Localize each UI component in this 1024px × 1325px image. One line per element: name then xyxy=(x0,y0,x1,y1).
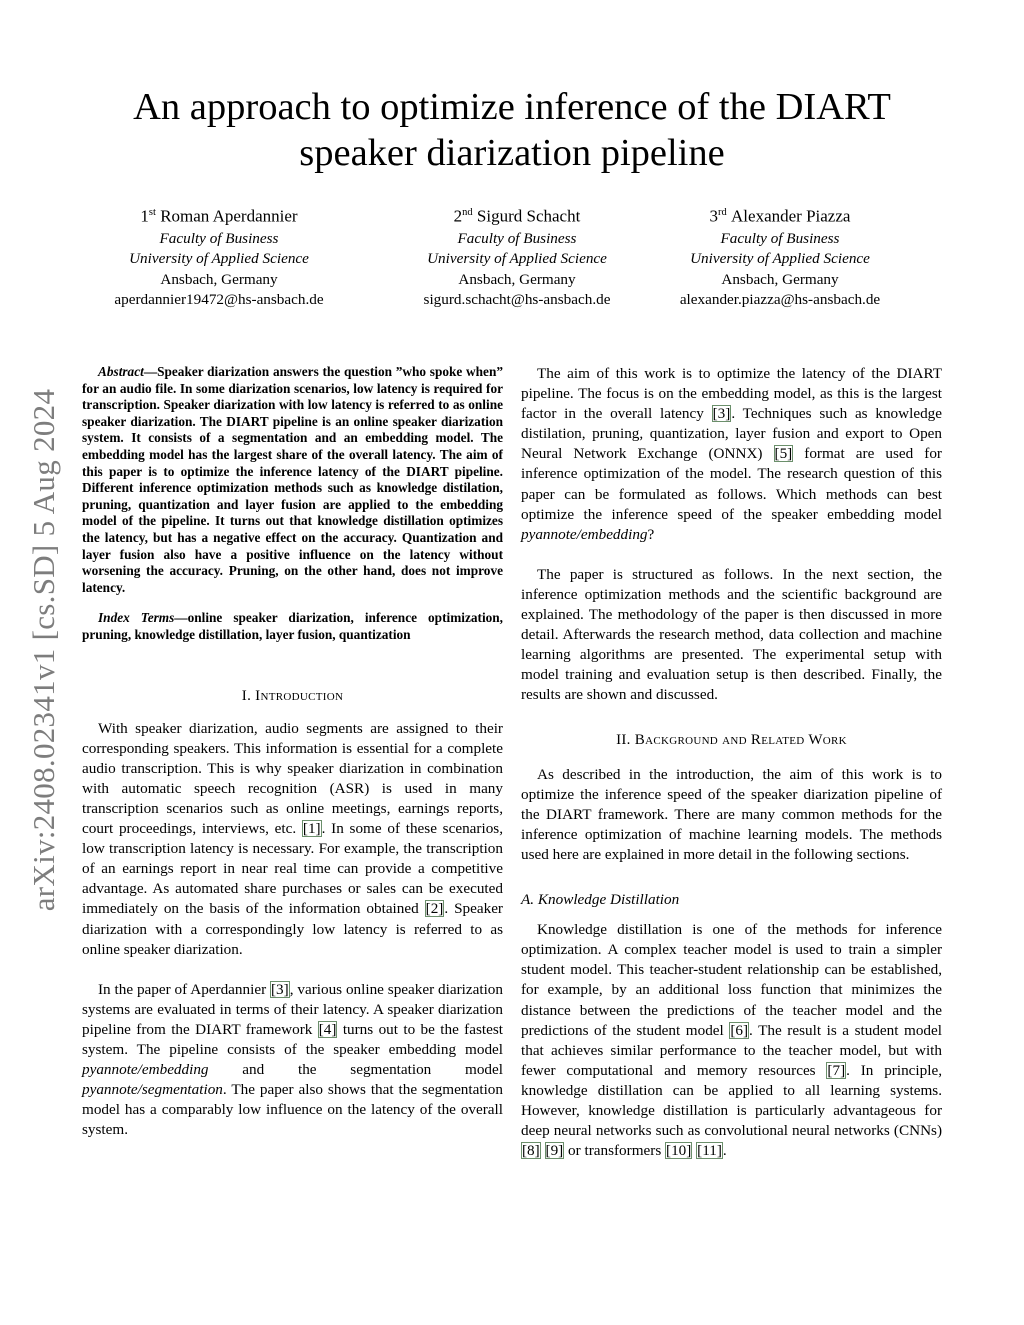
citation-5[interactable]: [5] xyxy=(774,445,793,463)
author-1-org: University of Applied Science xyxy=(129,250,309,268)
citation-8[interactable]: [8] xyxy=(522,1142,540,1160)
intro-paragraph-1: With speaker diarization, audio segments are assigned to their corresponding speakers. This information is essential for a complete audio transcription. This is why speaker diarization in combination with automatic speech recognition (ASR) is used in many transcription scenarios such as online meetings, earnings reports, court proceedings, interviews, etc. [1]. In some of these scenarios, low transcription latency is necessary. For example, the transcription of an earnings report in near real time can provide a competitive advantage. As automated share purchases or sales can be executed immediately on the basis of the information obtained [2]. Speaker diarization with a correspondingly low latency is referred to as online speaker diarization. xyxy=(82,719,503,958)
author-2-email: sigurd.schacht@hs-ansbach.de xyxy=(423,291,611,309)
author-2-ordinal-sup: nd xyxy=(462,207,473,218)
citation-4[interactable]: [4] xyxy=(318,1020,337,1038)
citation-11[interactable]: [11] xyxy=(697,1142,722,1160)
right-column xyxy=(521,364,942,1161)
arxiv-identifier: arXiv:2408.02341v1 [cs.SD] 5 Aug 2024 xyxy=(26,388,61,912)
author-3-dept: Faculty of Business xyxy=(720,229,840,247)
section-2-heading: II. Background and Related Work xyxy=(616,731,847,748)
author-3-location: Ansbach, Germany xyxy=(721,270,839,288)
model-name-embedding: pyannote/embedding xyxy=(82,1061,209,1079)
intro-paragraph-2: In the paper of Aperdannier [3], various online speaker diarization systems are evaluated in terms of their latency. A speaker diarization pipeline from the DIART framework [4] turns out to be the fastest system. The pipeline consists of the speaker embedding model pyannote/embedding and the segmentation model pyannote/segmentation. The paper also shows that the segmentation model has a comparably low influence on the latency of the overall system. xyxy=(82,980,503,1139)
author-3-ordinal-sup: rd xyxy=(718,207,727,218)
author-1-email: aperdannier19472@hs-ansbach.de xyxy=(114,291,324,309)
author-1-ordinal-sup: st xyxy=(148,207,156,218)
author-1-ordinal: 1 xyxy=(140,206,149,226)
citation-9[interactable]: [9] xyxy=(545,1142,564,1160)
abstract-text: —Speaker diarization answers the question ”who spoke when” for an audio file. In some diarization scenarios, low latency is required for transcription. Speaker diarization with low latency is referred to as online speaker diarization. The DIART pipeline is an online speaker diarization system. It consists of a segmentation and an embedding model. The embedding model has the largest share of the overall latency. The aim of this paper is to optimize the inference latency of the DIART pipeline. Different inference optimization methods such as knowledge distilation, pruning, quantization and layer fusion are applied to the embedding model of the pipeline. It turns out that knowledge distillation optimizes the latency, but has a negative effect on the accuracy. Quantization and layer fusion also have a positive influence on the latency without worsening the accuracy. Pruning, on the other hand, does not improve latency. xyxy=(82,364,503,595)
author-1 xyxy=(84,202,354,311)
citation-1[interactable]: [1] xyxy=(302,820,321,838)
author-1-name: Roman Aperdannier xyxy=(160,206,298,226)
background-paragraph: As described in the introduction, the aim of this work is to optimize the inference speed of the speaker diarization pipeline of the DIART framework. There are many common methods for the inference optimization of machine learning models. The methods used here are explained in more detail in the following sections. xyxy=(521,765,942,863)
model-name-segmentation: pyannote/segmentation xyxy=(82,1081,223,1099)
title-line-1: An approach to optimize inference of the DIART xyxy=(133,86,891,128)
section-1-heading: I. Introduction xyxy=(241,687,344,704)
citation-3-right[interactable]: [3] xyxy=(712,405,731,423)
author-3-email: alexander.piazza@hs-ansbach.de xyxy=(679,291,881,309)
index-terms xyxy=(82,610,503,643)
title-line-2: speaker diarization pipeline xyxy=(299,132,725,174)
author-1-dept: Faculty of Business xyxy=(159,229,279,247)
author-2 xyxy=(382,202,652,311)
citation-10[interactable]: [10] xyxy=(666,1142,692,1160)
abstract-label: Abstract xyxy=(98,364,144,379)
citation-7[interactable]: [7] xyxy=(827,1061,846,1079)
model-name-embedding-right: pyannote/embedding xyxy=(521,525,648,543)
subsection-a-heading: A. Knowledge Distillation xyxy=(521,891,680,909)
left-column xyxy=(82,364,503,1140)
structure-paragraph: The paper is structured as follows. In the next section, the inference optimization methods and the scientific background are explained. The methodology of the paper is then discussed in more detail. Afterwards the research method, data collection and machine learning algorithms are presented. The experimental setup with model training and evaluation setup is then described. Finally, the results are shown and discussed. xyxy=(521,565,942,704)
author-2-org: University of Applied Science xyxy=(427,250,607,268)
author-3 xyxy=(645,202,915,311)
author-2-dept: Faculty of Business xyxy=(457,229,577,247)
citation-2[interactable]: [2] xyxy=(425,900,444,918)
author-3-org: University of Applied Science xyxy=(690,250,870,268)
citation-3[interactable]: [3] xyxy=(271,980,289,998)
author-2-ordinal: 2 xyxy=(453,206,463,226)
citation-6[interactable]: [6] xyxy=(730,1021,749,1039)
knowledge-distillation-paragraph: Knowledge distillation is one of the methods for inference optimization. A complex teacher model is used to train a simpler student model. This teacher-student relationship can be established, for example, by an additional loss function that minimizes the distance between the predictions of the teacher model and the predictions of the student model [6]. The result is a student model that achieves similar performance to the teacher model, but with fewer computational and memory resources [7]. In principle, knowledge distillation can be applied to all learning systems. However, knowledge distillation is particularly advantageous for deep neural networks such as convolutional neural networks (CNNs) [8] [9] or transformers [10] [11]. xyxy=(521,921,942,1160)
abstract xyxy=(82,364,503,596)
author-1-location: Ansbach, Germany xyxy=(160,270,278,288)
aim-paragraph: The aim of this work is to optimize the latency of the DIART pipeline. The focus is on the embedding model, as this is the largest factor in the overall latency [3]. Techniques such as knowledge distilation, pruning, quantization, layer fusion and export to Open Neural Network Exchange (ONNX) [5] format are used for inference optimization of the model. The research question of this paper can be formulated as follows. Which methods can best optimize the inference speed of the speaker embedding model pyannote/embedding? xyxy=(521,365,942,543)
paper-title xyxy=(90,84,934,176)
author-2-name: Sigurd Schacht xyxy=(476,206,581,226)
author-2-location: Ansbach, Germany xyxy=(458,270,576,288)
author-3-ordinal: 3 xyxy=(709,206,719,226)
author-3-name: Alexander Piazza xyxy=(731,206,851,226)
index-terms-label: Index Terms xyxy=(98,610,175,626)
index-terms-text: —online speaker diarization, inference optimization, pruning, knowledge distillation, layer fusion, quantization xyxy=(82,610,504,642)
